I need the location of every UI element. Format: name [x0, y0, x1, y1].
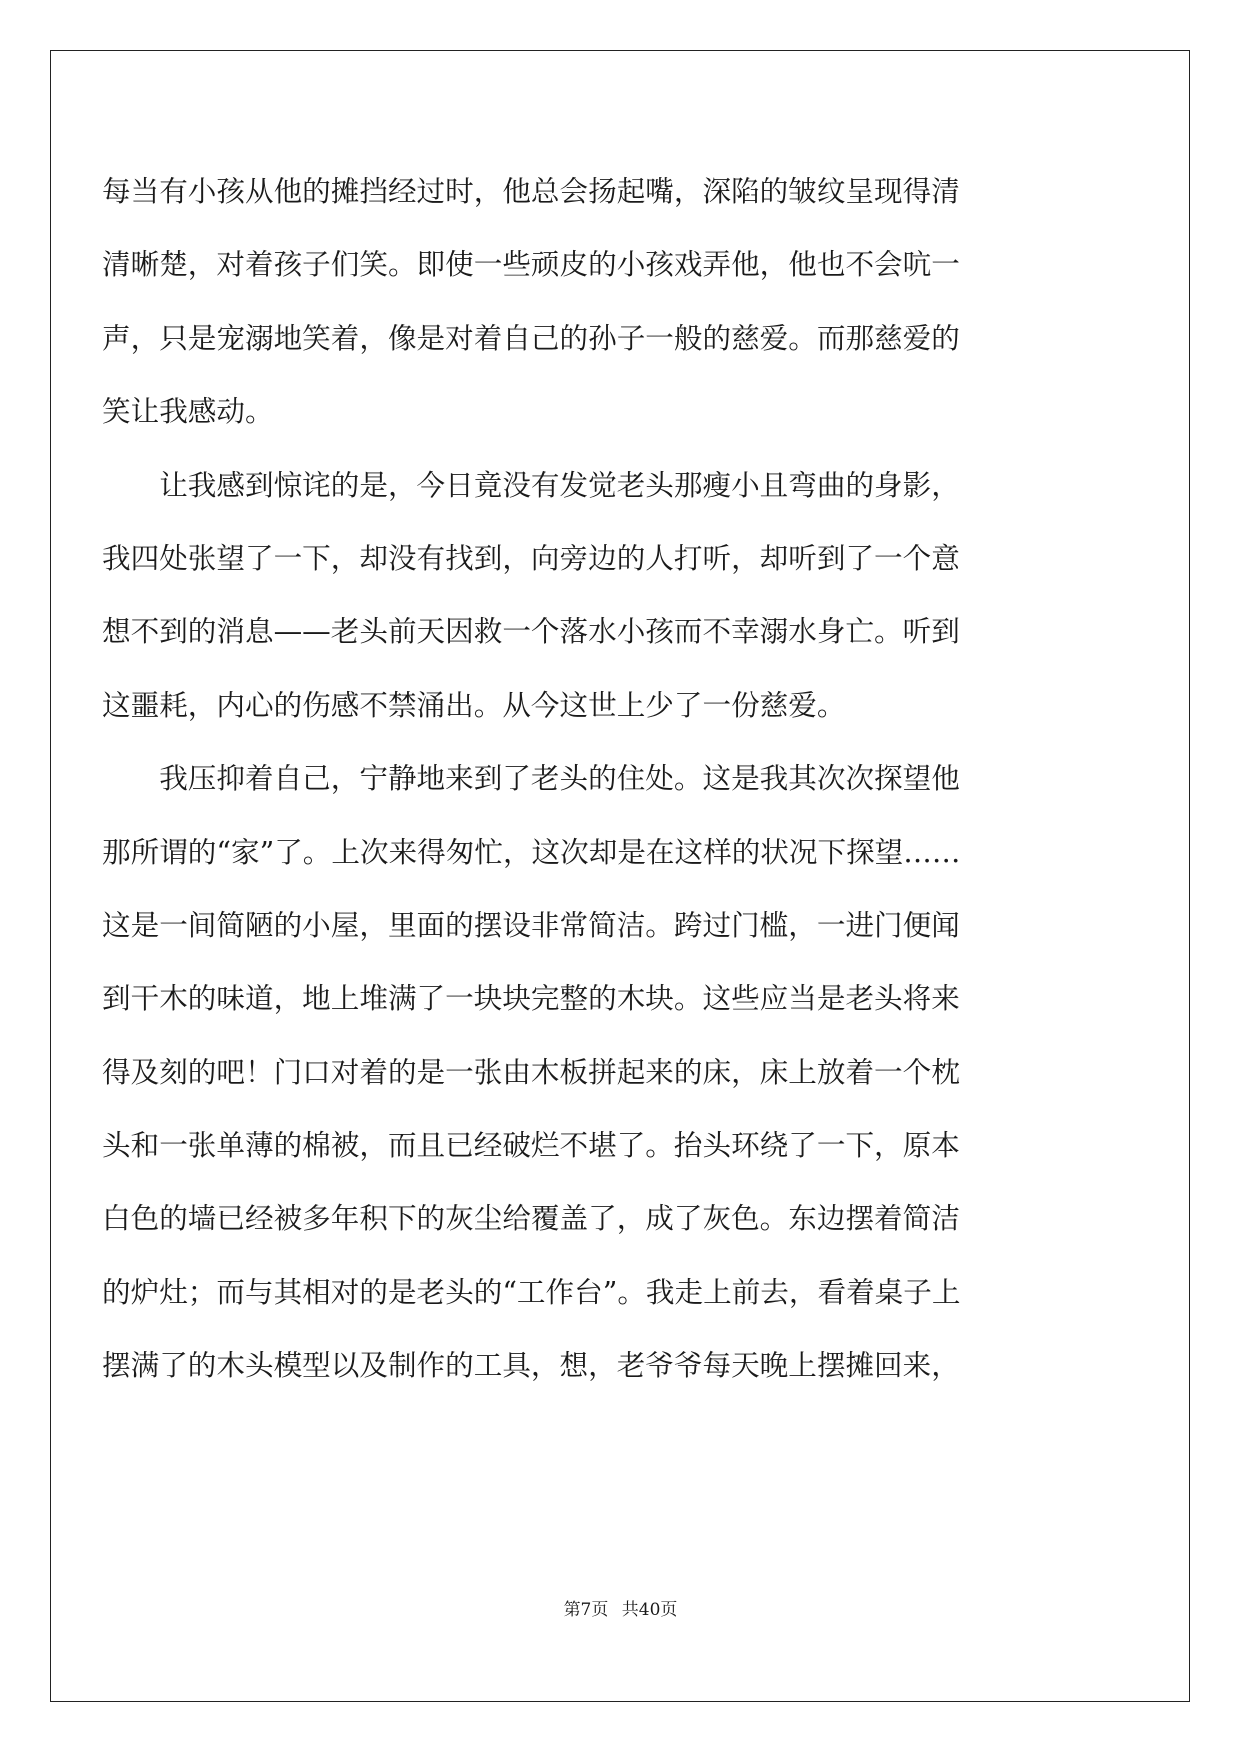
- text-line: 想不到的消息——老头前天因救一个落水小孩而不幸溺水身亡。听到: [102, 614, 960, 649]
- page-total: 共40页: [621, 1600, 678, 1620]
- text-line: 头和一张单薄的棉被，而且已经破烂不堪了。抬头环绕了一下，原本: [102, 1128, 960, 1163]
- page-number: 第7页: [563, 1600, 609, 1620]
- text-line: 笑让我感动。: [102, 394, 274, 429]
- text-line: 的炉灶；而与其相对的是老头的“工作台”。我走上前去，看着桌子上: [102, 1274, 961, 1309]
- text-line: 每当有小孩从他的摊挡经过时，他总会扬起嘴，深陷的皱纹呈现得清: [102, 174, 960, 208]
- text-line: 我压抑着自己，宁静地来到了老头的住处。这是我其次次探望他: [102, 761, 960, 796]
- text-line: 到干木的味道，地上堆满了一块块完整的木块。这些应当是老头将来: [102, 981, 960, 1016]
- text-line: 得及刻的吧！门口对着的是一张由木板拼起来的床，床上放着一个枕: [102, 1054, 960, 1089]
- text-line: 摆满了的木头模型以及制作的工具，想，老爷爷每天晚上摆摊回来，: [102, 1348, 960, 1383]
- text-line: 让我感到惊诧的是，今日竟没有发觉老头那瘦小且弯曲的身影，: [102, 467, 960, 502]
- text-line: 那所谓的“家”了。上次来得匆忙，这次却是在这样的状况下探望……: [102, 834, 961, 869]
- text-line: 这是一间简陋的小屋，里面的摆设非常简洁。跨过门槛，一进门便闻: [102, 907, 960, 942]
- text-line: 声，只是宠溺地笑着，像是对着自己的孙子一般的慈爱。而那慈爱的: [102, 320, 960, 355]
- text-line: 白色的墙已经被多年积下的灰尘给覆盖了，成了灰色。东边摆着简洁: [102, 1201, 960, 1236]
- text-line: 这噩耗，内心的伤感不禁涌出。从今这世上少了一份慈爱。: [102, 687, 846, 722]
- text-line: 我四处张望了一下，却没有找到，向旁边的人打听，却听到了一个意: [102, 540, 960, 575]
- text-line: 清晰楚，对着孩子们笑。即使一些顽皮的小孩戏弄他，他也不会吭一: [102, 247, 960, 282]
- body-text: [102, 155, 1139, 1403]
- page-footer: [0, 1600, 1241, 1620]
